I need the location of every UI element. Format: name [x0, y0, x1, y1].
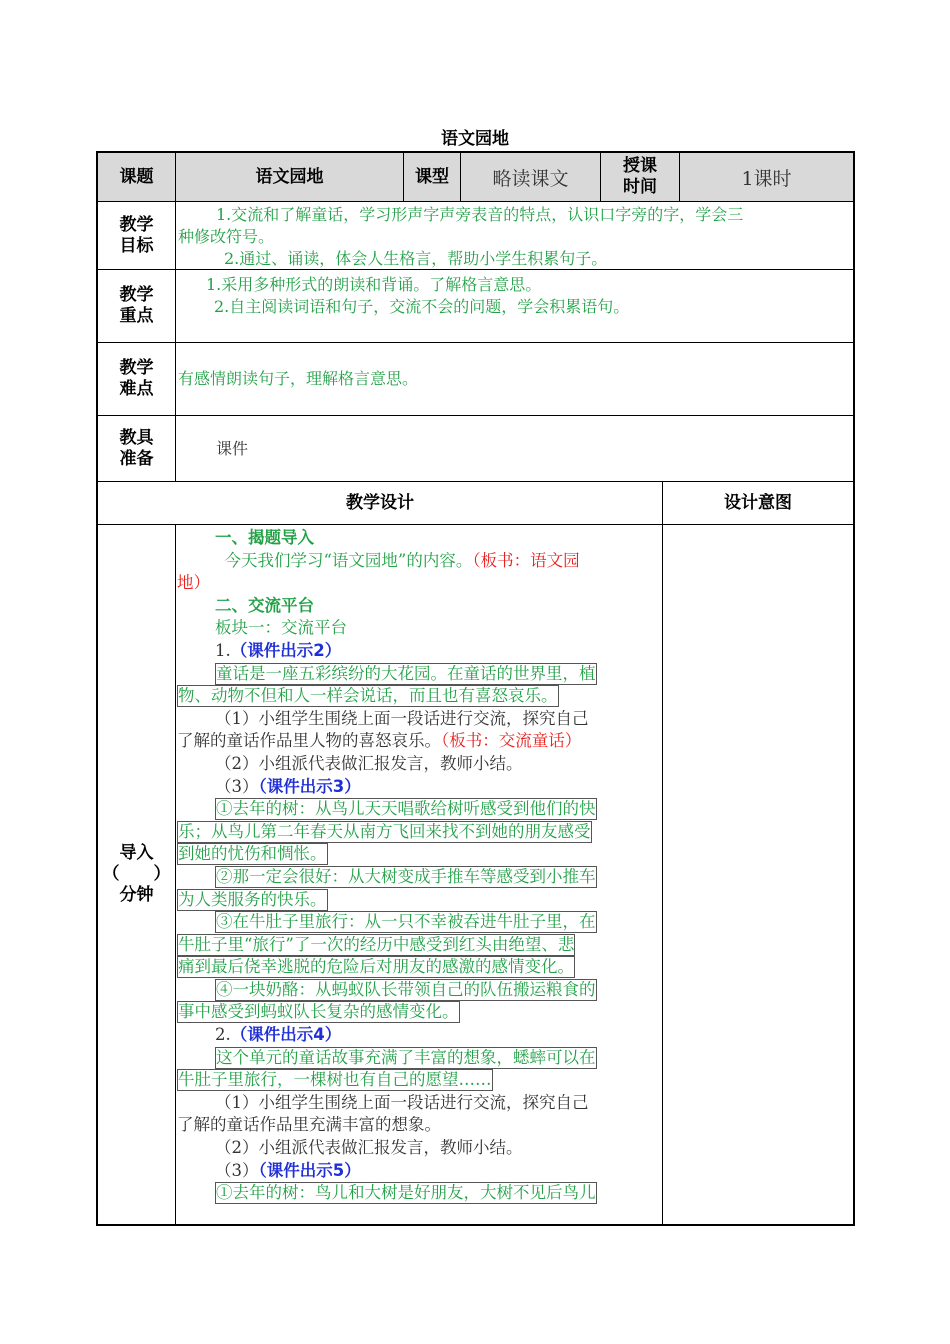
design-line: [177, 1092, 662, 1115]
design-line: [177, 866, 662, 889]
type-label: 课型: [403, 151, 461, 202]
courseware-ref: （课件出示5）: [258, 1160, 361, 1180]
topic-label: 课题: [96, 151, 176, 202]
design-line: [177, 640, 662, 663]
courseware-text-box: ③在牛肚子里旅行：从一只不幸被吞进牛肚子里，在: [216, 912, 596, 932]
design-line: [177, 934, 662, 957]
courseware-text-box: 物、动物不但和人一样会说话，而且也有喜怒哀乐。: [178, 686, 558, 706]
stage-minutes-blank: （ ）: [102, 864, 171, 884]
blackboard-note: （板书：交流童话）: [441, 731, 582, 751]
key-points-content: [175, 269, 855, 343]
stage-label-bottom: 分钟: [119, 885, 154, 905]
design-line: [177, 1160, 662, 1183]
design-line: [177, 617, 662, 640]
design-line: [177, 572, 662, 595]
goals-label: 教学目标: [96, 201, 176, 270]
design-line: [177, 798, 662, 821]
section-heading: 二、交流平台: [215, 595, 314, 615]
time-label: 授课 时间: [600, 151, 680, 202]
design-line: [177, 1182, 662, 1205]
courseware-text-box: ①去年的树：鸟儿和大树是好朋友，大树不见后鸟儿: [216, 1183, 596, 1203]
intent-header: 设计意图: [662, 481, 855, 525]
topic-value: 语文园地: [175, 151, 404, 202]
line-text: （1）小组学生围绕上面一段话进行交流，探究自己: [215, 708, 589, 728]
design-line: [177, 753, 662, 776]
blackboard-note: （板书：语文园: [472, 550, 580, 570]
courseware-text-box: 童话是一座五彩缤纷的大花园。在童话的世界里，植: [216, 663, 596, 683]
design-line: [177, 708, 662, 731]
line-text: 板块一：交流平台: [215, 618, 347, 638]
design-line: [177, 911, 662, 934]
courseware-text-box: ②那一定会很好：从大树变成手推车等感受到小推车: [216, 866, 596, 886]
goal-line: 种修改符号。: [178, 227, 275, 246]
line-text: （3）: [215, 776, 259, 796]
design-header: 教学设计: [96, 481, 663, 525]
design-line: [177, 527, 662, 550]
design-line: [177, 1047, 662, 1070]
difficulties-content: 有感情朗读句子，理解格言意思。: [175, 342, 855, 416]
design-line: [177, 956, 662, 979]
stage-label: [96, 524, 176, 1226]
line-text: 今天我们学习“语文园地”的内容。: [224, 550, 473, 570]
goal-line: 1.交流和了解童话，学习形声字声旁表音的特点，认识口字旁的字，学会三: [216, 205, 744, 224]
line-text: （1）小组学生围绕上面一段话进行交流，探究自己: [215, 1092, 589, 1112]
courseware-text-box: ④一块奶酪：从蚂蚁队长带领自己的队伍搬运粮食的: [216, 979, 596, 999]
design-line: [177, 730, 662, 753]
design-line: [177, 1024, 662, 1047]
courseware-text-box: 到她的忧伤和惆怅。: [178, 844, 327, 864]
courseware-text-box: 牛肚子里旅行，一棵树也有自己的愿望……: [178, 1070, 492, 1090]
design-line: [177, 1137, 662, 1160]
line-text: 了解的童话作品里人物的喜怒哀乐。: [177, 731, 441, 751]
design-content: [175, 524, 663, 1226]
line-text: 了解的童话作品里充满丰富的想象。: [177, 1115, 441, 1135]
design-line: [177, 889, 662, 912]
courseware-text-box: 牛肚子里“旅行”了一次的经历中感受到红头由绝望、悲: [178, 934, 575, 954]
doc-title: 语文园地: [441, 129, 509, 149]
key-points-label: 教学重点: [96, 269, 176, 343]
goals-content: [175, 201, 855, 270]
blackboard-note: 地）: [177, 573, 210, 593]
courseware-text-box: 这个单元的童话故事充满了丰富的想象，蟋蟀可以在: [216, 1047, 596, 1067]
tools-label: 教具准备: [96, 415, 176, 482]
intent-content: [662, 524, 855, 1226]
design-line: [177, 1069, 662, 1092]
goal-line: 2.通过、诵读，体会人生格言，帮助小学生积累句子。: [224, 249, 608, 268]
line-text: （3）: [215, 1160, 259, 1180]
section-heading: 一、揭题导入: [215, 528, 314, 547]
design-line: [177, 821, 662, 844]
tools-content: 课件: [175, 415, 855, 482]
design-line: [177, 663, 662, 686]
design-line: [177, 979, 662, 1002]
courseware-text-box: ①去年的树：从鸟儿天天唱歌给树听感受到他们的快: [216, 799, 596, 819]
courseware-ref: （课件出示3）: [258, 776, 361, 796]
design-line: [177, 685, 662, 708]
courseware-ref: （课件出示2）: [230, 640, 342, 660]
courseware-text-box: 痛到最后侥幸逃脱的危险后对朋友的感激的感情变化。: [178, 957, 574, 977]
design-line: [177, 595, 662, 618]
time-value: 1课时: [679, 151, 855, 202]
courseware-ref: （课件出示4）: [230, 1025, 342, 1045]
design-line: [177, 550, 662, 573]
line-text: （2）小组派代表做汇报发言，教师小结。: [215, 753, 523, 773]
line-text: （2）小组派代表做汇报发言，教师小结。: [215, 1138, 523, 1158]
line-text: 1.: [215, 640, 231, 660]
key-point-line: 2.自主阅读词语和句子，交流不会的问题，学会积累语句。: [214, 297, 630, 316]
difficulties-label: 教学难点: [96, 342, 176, 416]
design-line: [177, 1001, 662, 1024]
courseware-text-box: 乐；从鸟儿第二年春天从南方飞回来找不到她的朋友感受: [178, 821, 591, 841]
key-point-line: 1.采用多种形式的朗读和背诵。了解格言意思。: [206, 275, 542, 294]
design-line: [177, 776, 662, 799]
design-line: [177, 843, 662, 866]
courseware-text-box: 事中感受到蚂蚁队长复杂的感情变化。: [178, 1002, 459, 1022]
stage-label-top: 导入: [119, 843, 154, 863]
design-line: [177, 1114, 662, 1137]
line-text: 2.: [215, 1025, 231, 1045]
courseware-text-box: 为人类服务的快乐。: [178, 889, 327, 909]
type-value: 略读课文: [460, 151, 601, 202]
